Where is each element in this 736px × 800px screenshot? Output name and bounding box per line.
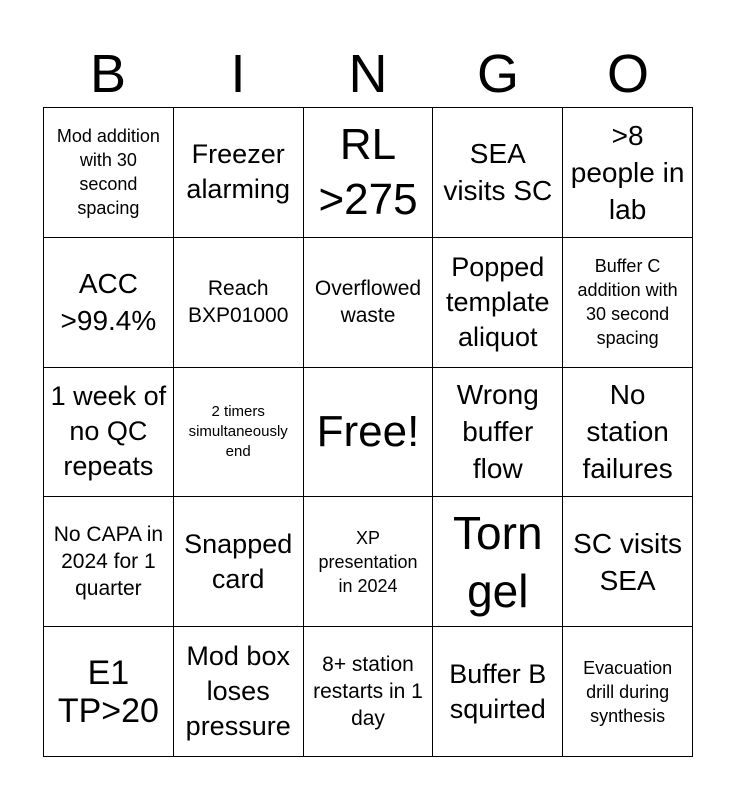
- cell-text: Buffer C addition with 30 second spacing: [577, 256, 678, 349]
- bingo-cell[interactable]: [304, 108, 434, 238]
- bingo-cell[interactable]: [433, 108, 563, 238]
- bingo-cell[interactable]: [44, 627, 174, 757]
- cell-text: Free!: [316, 407, 420, 457]
- cell-text: Evacuation drill during synthesis: [583, 657, 673, 726]
- free-space[interactable]: [304, 368, 434, 498]
- bingo-grid: [43, 107, 693, 757]
- header-letter-o: O: [606, 44, 649, 104]
- cell-text: Popped template aliquot: [446, 251, 550, 352]
- bingo-cell[interactable]: [174, 627, 304, 757]
- bingo-cell[interactable]: [563, 497, 693, 627]
- bingo-cell[interactable]: [563, 108, 693, 238]
- bingo-cell[interactable]: [563, 238, 693, 368]
- bingo-cell[interactable]: [44, 238, 174, 368]
- cell-text: Mod addition with 30 second spacing: [56, 126, 160, 219]
- bingo-cell[interactable]: [174, 368, 304, 498]
- cell-text: SEA visits SC: [443, 138, 553, 207]
- bingo-cell[interactable]: [304, 497, 434, 627]
- cell-text: No station failures: [582, 379, 673, 485]
- bingo-cell[interactable]: [44, 108, 174, 238]
- cell-text: >8 people in lab: [570, 119, 685, 225]
- cell-text: Freezer alarming: [186, 139, 290, 205]
- cell-text: RL >275: [318, 120, 418, 225]
- cell-text: No CAPA in 2024 for 1 quarter: [53, 523, 164, 601]
- bingo-cell[interactable]: [563, 368, 693, 498]
- bingo-cell[interactable]: [174, 497, 304, 627]
- bingo-cell[interactable]: [563, 627, 693, 757]
- cell-text: Overflowed waste: [314, 277, 422, 328]
- cell-text: E1 TP>20: [57, 653, 159, 730]
- bingo-cell[interactable]: [304, 238, 434, 368]
- bingo-cell[interactable]: [433, 368, 563, 498]
- cell-text: ACC >99.4%: [60, 268, 157, 337]
- cell-text: SC visits SEA: [573, 527, 683, 596]
- bingo-cell[interactable]: [304, 627, 434, 757]
- cell-text: XP presentation in 2024: [318, 527, 418, 596]
- bingo-cell[interactable]: [174, 108, 304, 238]
- header-letter-g: G: [476, 44, 519, 104]
- bingo-cell[interactable]: [44, 497, 174, 627]
- header-letter-i: I: [230, 44, 246, 104]
- bingo-cell[interactable]: [433, 238, 563, 368]
- cell-text: Torn gel: [453, 506, 543, 617]
- cell-text: Wrong buffer flow: [456, 379, 539, 485]
- cell-text: Buffer B squirted: [449, 658, 547, 724]
- header-letter-b: B: [89, 44, 127, 104]
- cell-text: Snapped card: [184, 528, 293, 594]
- bingo-cell[interactable]: [174, 238, 304, 368]
- cell-text: 8+ station restarts in 1 day: [313, 653, 423, 731]
- cell-text: Mod box loses pressure: [185, 641, 291, 742]
- cell-text: Reach BXP01000: [187, 277, 289, 328]
- cell-text: 1 week of no QC repeats: [50, 381, 167, 482]
- bingo-header: [43, 40, 693, 108]
- cell-text: 2 timers simultaneously end: [188, 402, 288, 460]
- header-letter-n: N: [348, 44, 388, 104]
- bingo-cell[interactable]: [433, 627, 563, 757]
- bingo-cell[interactable]: [44, 368, 174, 498]
- bingo-cell[interactable]: [433, 497, 563, 627]
